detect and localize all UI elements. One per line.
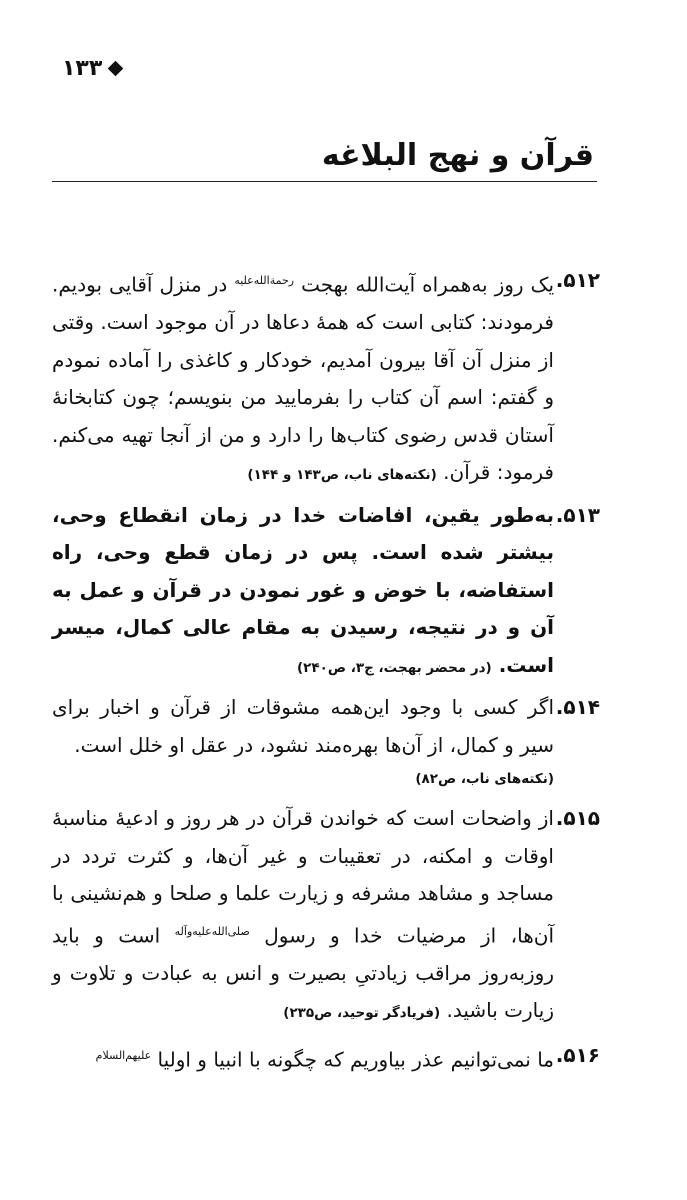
entry-513: [52, 497, 600, 688]
entry-text: [52, 497, 554, 688]
diamond-icon: [108, 61, 124, 77]
entry-512: [52, 262, 600, 495]
entry-text-part: به‌طور یقین، افاضات خدا در زمان انقطاع وحی، بیشتر شده است. پس در زمان قطع وحی، راه استفاضه، با خوض و غور نمودن در قرآن و عمل به آن و در نتیجه، رسیدن به مقام عالی کمال، میسر است.: [52, 502, 554, 677]
entry-number: ۵۱۶.: [555, 1042, 600, 1067]
title-underline: [52, 181, 597, 182]
citation: (فریادگر توحید، ص۲۳۵): [283, 1005, 441, 1022]
entry-text-part: ما نمی‌توانیم عذر بیاوریم که چگونه با انبیا و اولیا: [157, 1047, 554, 1072]
entry-text: [52, 262, 554, 495]
entry-number: ۵۱۴.: [555, 695, 600, 720]
entry-text: [52, 1037, 554, 1079]
chapter-title: قرآن و نهج البلاغه: [321, 138, 594, 173]
entry-number: ۵۱۵.: [555, 806, 600, 831]
honorific-glyph: علیهم‌السلام: [95, 1048, 152, 1062]
honorific-glyph: صلی‌الله‌علیه‌وآله: [174, 924, 250, 938]
entry-516: [52, 1037, 600, 1079]
entry-text-part: است و باید روزبه‌روز مراقب زیادتیِ بصیرت و انس به عبادت و تلاوت و زیارت باشید.: [52, 923, 554, 1023]
entry-number: ۵۱۳.: [555, 502, 600, 527]
entry-text-part: اگر کسی با وجود این‌همه مشوقات از قرآن و اخبار برای سیر و کمال، از آن‌ها بهره‌مند نشود، در عقل او خلل است.: [52, 695, 554, 757]
entry-text-part: یک روز به‌همراه آیت‌الله بهجت: [301, 272, 555, 297]
honorific-glyph: رحمةالله‌علیه: [234, 274, 295, 287]
entry-number: ۵۱۲.: [555, 268, 600, 292]
page-number: [62, 56, 121, 81]
page-body: [52, 262, 600, 1079]
citation: (در محضر بهجت، ج۳، ص۲۴۰): [296, 659, 492, 676]
citation: (نکته‌های ناب، ص۸۲): [415, 771, 554, 788]
entry-text: [52, 800, 554, 1033]
entry-514: [52, 689, 600, 794]
page-number-text: ۱۳۳: [62, 56, 103, 81]
entry-text-part: از واضحات است که خواندن قرآن در هر روز و ادعیهٔ مناسبهٔ اوقات و امکنه، در تعقیبات و غیر آن‌ها، و کثرت تردد در مساجد و مشاهد مشرفه و زیارت علما و صلحا و هم‌نشینی با آن‌ها، از مرضیات خدا و رسول: [52, 806, 555, 948]
chapter-heading: [64, 135, 594, 177]
entry-text-part: در منزل آقایی بودیم. فرمودند: کتابی است که همهٔ دعاها در آن موجود است. وقتی از منزل آن آقا بیرون آمدیم، خودکار و کاغذی را آماده نمودم و گفتم: اسم آن کتاب را بفرمایید من بنویسم؛ چون کتابخانهٔ آستان قدس رضوی کتاب‌ها را دارد و من از آنجا تهیه می‌کنم. فرمود: قرآن.: [52, 272, 554, 485]
entry-text: [52, 689, 554, 794]
entry-515: [52, 800, 600, 1033]
citation: (نکته‌های ناب، ص۱۴۳ و ۱۴۴): [247, 467, 437, 484]
